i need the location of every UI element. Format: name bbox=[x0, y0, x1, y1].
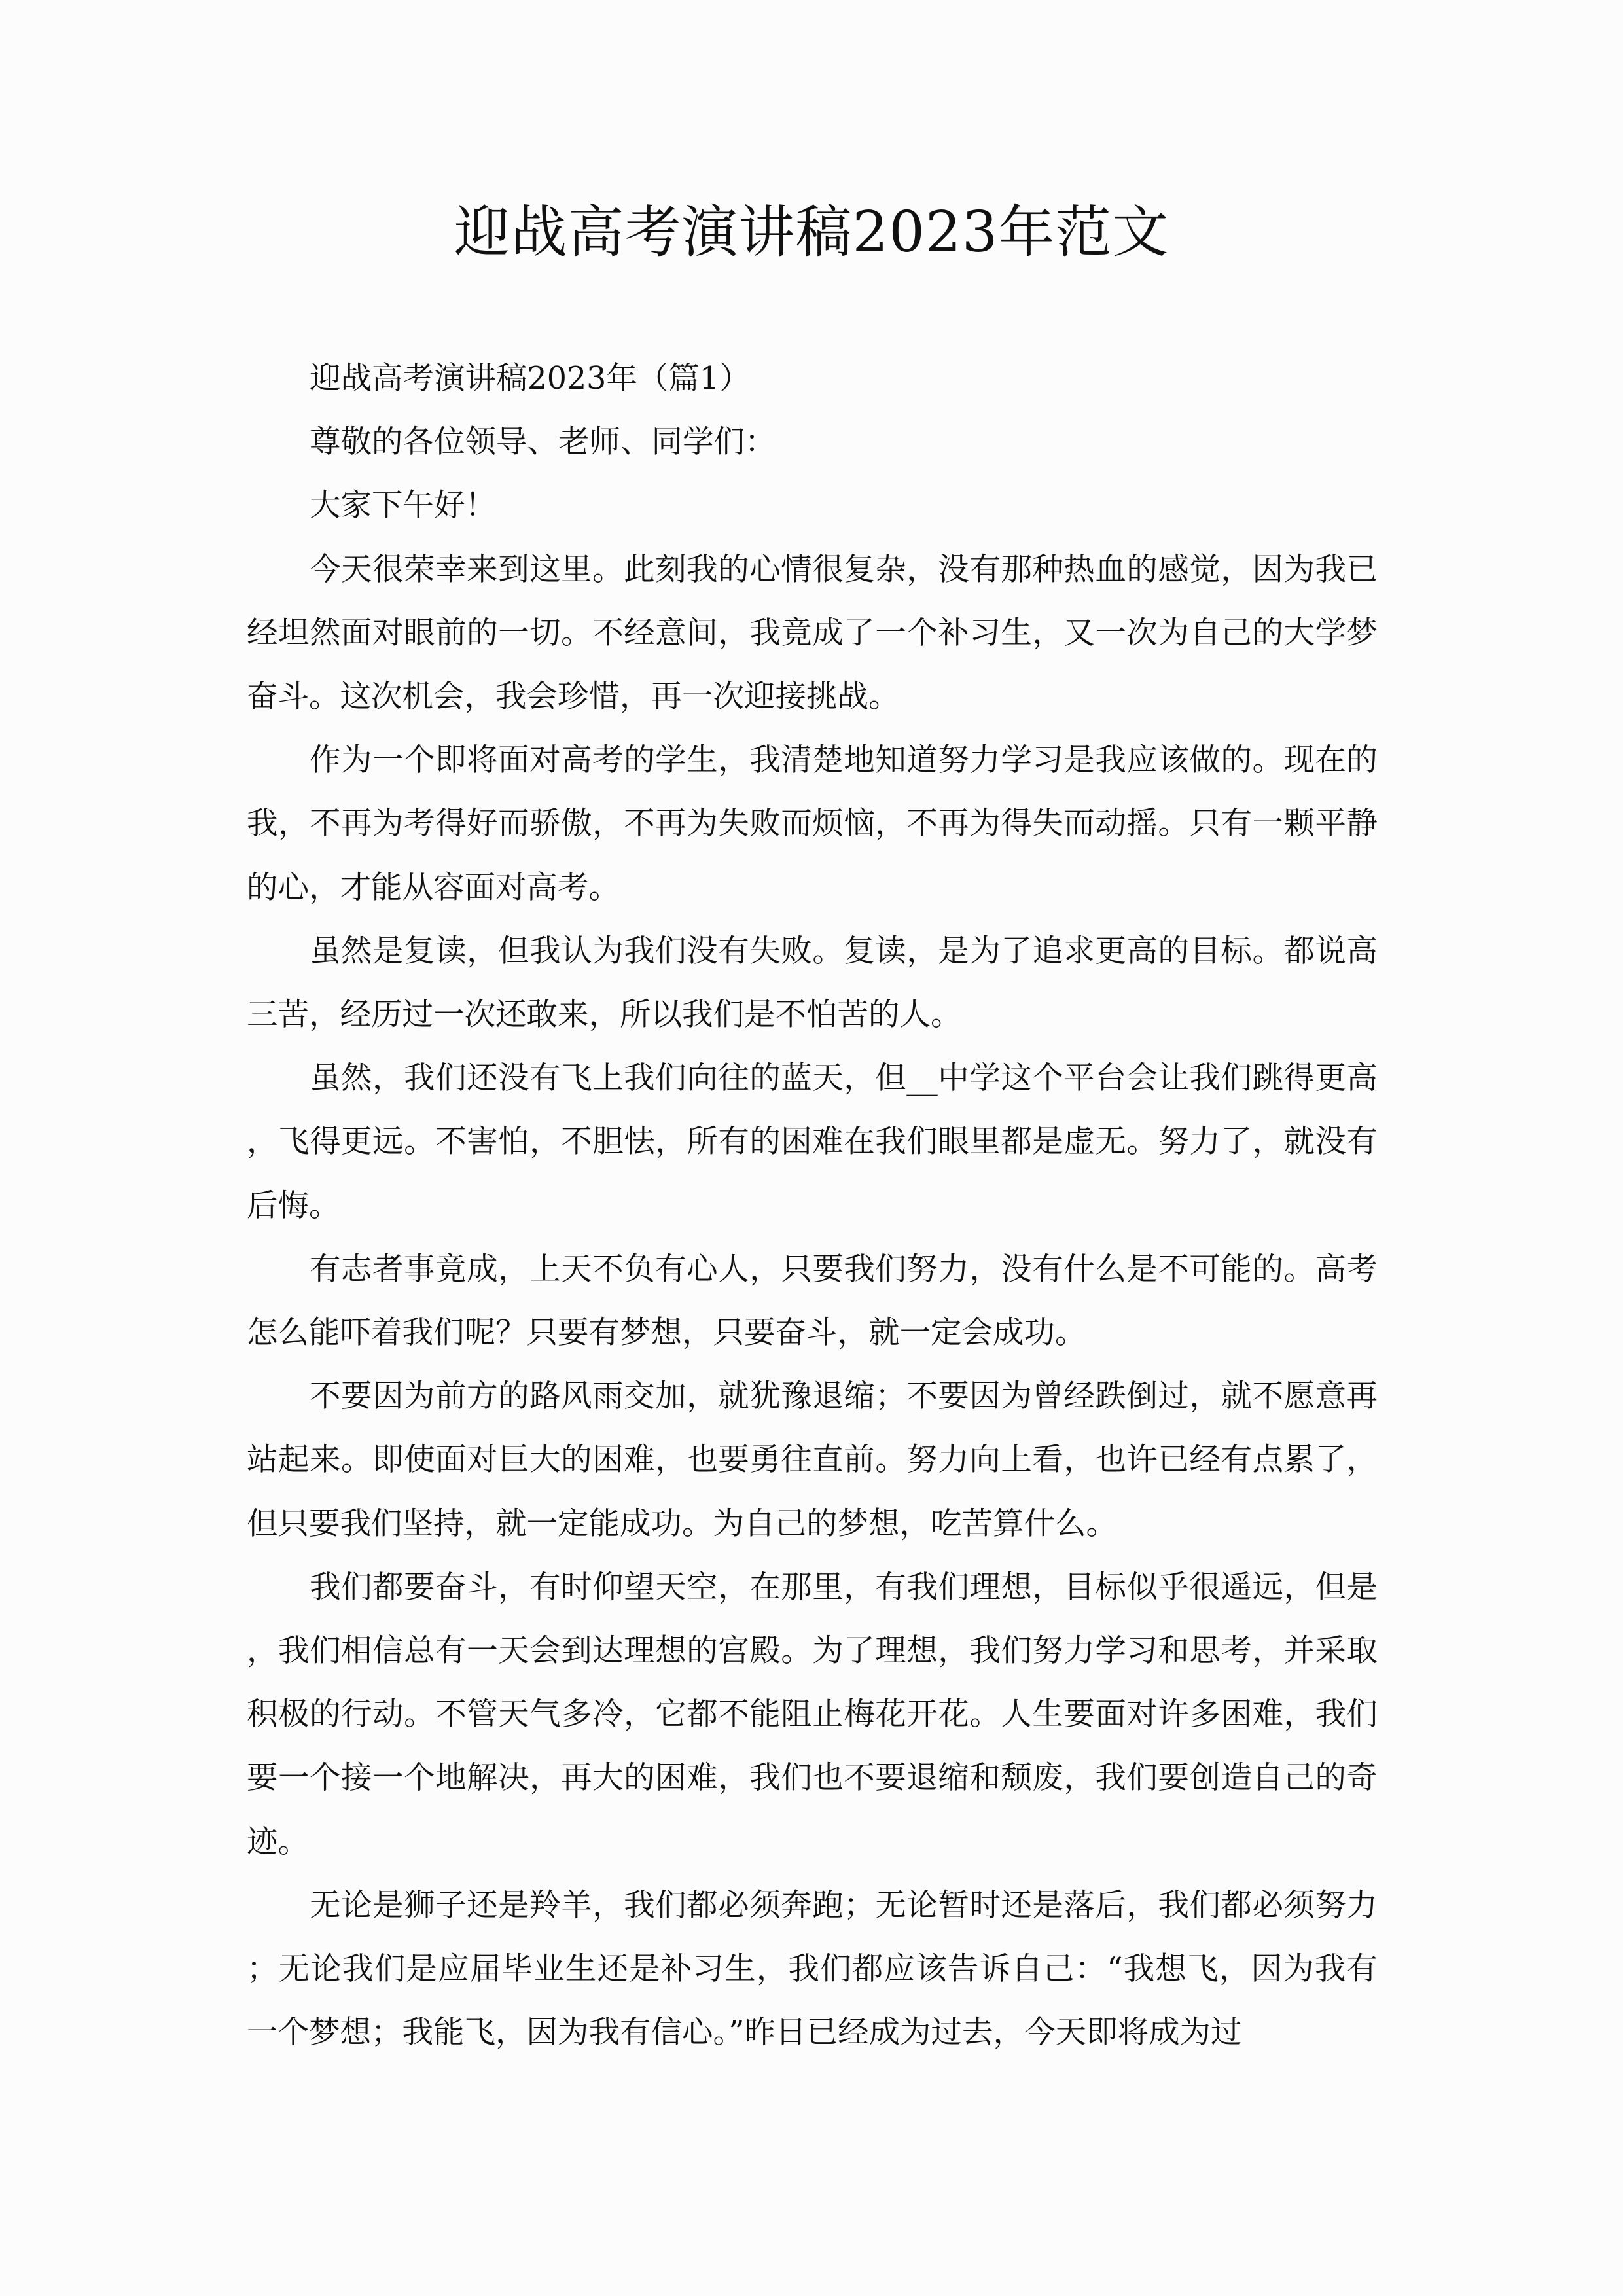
salutation: 尊敬的各位领导、老师、同学们： bbox=[310, 424, 776, 461]
body-paragraph: 虽然，我们还没有飞上我们向往的蓝天，但__中学这个平台会让我们跳得更高，飞得更远。不害怕，不胆怯，所有的困难在我们眼里都是虚无。努力了，就没有后悔。 bbox=[247, 1060, 1378, 1224]
body-paragraph: 今天很荣幸来到这里。此刻我的心情很复杂，没有那种热血的感觉，因为我已经坦然面对眼前的一切。不经意间，我竟成了一个补习生，又一次为自己的大学梦奋斗。这次机会，我会珍惜，再一次迎接挑战。 bbox=[247, 551, 1378, 715]
body-paragraph: 不要因为前方的路风雨交加，就犹豫退缩；不要因为曾经跌倒过，就不愿意再站起来。即使面对巨大的困难，也要勇往直前。努力向上看，也许已经有点累了，但只要我们坚持，就一定能成功。为自己的梦想，吃苦算什么。 bbox=[247, 1378, 1378, 1542]
body-paragraph: 虽然是复读，但我认为我们没有失败。复读，是为了追求更高的目标。都说高三苦，经历过一次还敢来，所以我们是不怕苦的人。 bbox=[247, 933, 1378, 1033]
greeting: 大家下午好！ bbox=[310, 488, 496, 524]
body-paragraph: 我们都要奋斗，有时仰望天空，在那里，有我们理想，目标似乎很遥远，但是，我们相信总有一天会到达理想的宫殿。为了理想，我们努力学习和思考，并采取积极的行动。不管天气多冷，它都不能阻止梅花开花。人生要面对许多困难，我们要一个接一个地解决，再大的困难，我们也不要退缩和颓废，我们要创造自己的奇迹。 bbox=[247, 1569, 1378, 1860]
body-paragraph: 无论是狮子还是羚羊，我们都必须奔跑；无论暂时还是落后，我们都必须努力；无论我们是应届毕业生还是补习生，我们都应该告诉自己：“我想飞，因为我有一个梦想；我能飞，因为我有信心。”昨日已经成为过去，今天即将成为过 bbox=[247, 1887, 1378, 2051]
body-paragraph: 有志者事竟成，上天不负有心人，只要我们努力，没有什么是不可能的。高考怎么能吓着我们呢？只要有梦想，只要奋斗，就一定会成功。 bbox=[247, 1251, 1378, 1352]
body-paragraph: 作为一个即将面对高考的学生，我清楚地知道努力学习是我应该做的。现在的我，不再为考得好而骄傲，不再为失败而烦恼，不再为得失而动摇。只有一颗平静的心，才能从容面对高考。 bbox=[247, 742, 1378, 906]
document-body bbox=[247, 347, 1378, 2064]
section-heading: 迎战高考演讲稿2023年（篇1） bbox=[310, 361, 751, 397]
document-title: 迎战高考演讲稿2023年范文 bbox=[454, 200, 1169, 265]
